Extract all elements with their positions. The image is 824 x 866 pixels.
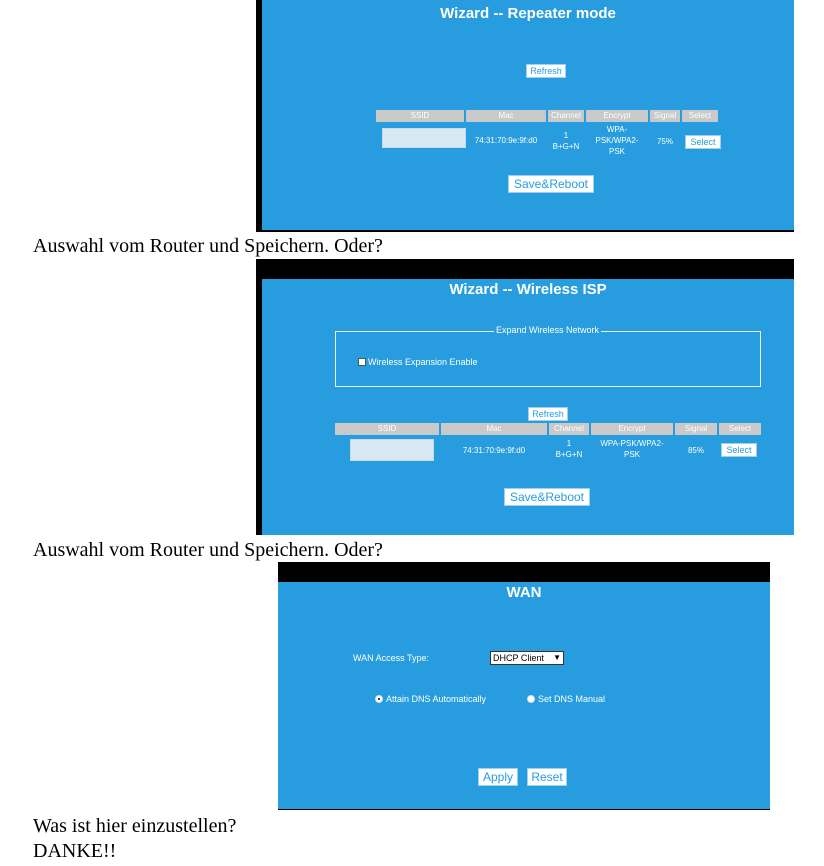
col-header-encrypt: Encrypt [586,110,648,122]
wireless-isp-title: Wizard -- Wireless ISP [449,281,607,298]
signal-cell: 75% [656,137,673,146]
caption-3: Was ist hier einzustellen? [33,815,237,837]
dns-manual-radio[interactable] [527,695,535,703]
col-header-select: Select [682,110,718,122]
dns-auto-label: Attain DNS Automatically [386,694,487,704]
wan-access-type-label: WAN Access Type: [353,653,430,663]
caption-1: Auswahl vom Router und Speichern. Oder? [33,235,383,257]
reset-button[interactable]: Reset [527,768,567,786]
col-header-channel: Channel [548,110,584,122]
caption-2: Auswahl vom Router und Speichern. Oder? [33,539,383,561]
col-header-select: Select [719,423,761,435]
signal-cell: 85% [687,446,704,455]
channel-cell-line2: B+G+N [552,142,580,151]
save-reboot-button[interactable]: Save&Reboot [508,175,594,193]
encrypt-cell-line2: PSK/WPA2- [595,136,639,145]
col-header-ssid: SSID [335,423,439,435]
ssid-cell [350,439,434,461]
wireless-expansion-label: Wireless Expansion Enable [368,357,478,367]
select-button[interactable]: Select [685,135,721,149]
mac-cell: 74:31:70:9e:9f:d0 [462,446,526,455]
repeater-title: Wizard -- Repeater mode [440,5,616,22]
col-header-signal: Signal [650,110,680,122]
col-header-mac: Mac [441,423,547,435]
select-button[interactable]: Select [721,443,757,457]
repeater-screenshot [256,0,794,232]
channel-cell-line1: 1 [566,439,572,448]
save-reboot-button[interactable]: Save&Reboot [504,488,590,506]
encrypt-cell-line3: PSK [608,147,625,156]
encrypt-cell-line1: WPA- [606,125,628,134]
wan-screenshot [278,562,770,810]
repeater-panel [262,0,794,230]
wireless-isp-screenshot [256,259,794,535]
apply-button[interactable]: Apply [478,768,518,786]
caption-4: DANKE!! [33,840,117,862]
encrypt-cell-line2: PSK [623,450,640,459]
channel-cell-line1: 1 [563,131,569,140]
channel-cell-line2: B+G+N [555,450,583,459]
dns-auto-radio[interactable] [375,695,383,703]
chevron-down-icon: ▼ [553,653,561,662]
col-header-encrypt: Encrypt [591,423,673,435]
expand-wireless-legend: Expand Wireless Network [496,325,600,335]
refresh-button[interactable]: Refresh [528,407,568,421]
wan-access-type-value: DHCP Client [493,653,544,663]
wireless-isp-panel [262,279,794,535]
col-header-signal: Signal [675,423,717,435]
col-header-ssid: SSID [376,110,464,122]
ssid-cell [382,128,466,148]
wan-access-type-select[interactable] [490,651,564,665]
mac-cell: 74:31:70:9e:9f:d0 [474,136,538,145]
col-header-channel: Channel [549,423,589,435]
dns-manual-label: Set DNS Manual [538,694,606,704]
col-header-mac: Mac [466,110,546,122]
wireless-expansion-checkbox[interactable] [358,358,366,366]
encrypt-cell-line1: WPA-PSK/WPA2- [600,439,664,448]
wan-title: WAN [506,584,542,601]
refresh-button[interactable]: Refresh [526,64,566,78]
wan-panel [278,582,770,809]
